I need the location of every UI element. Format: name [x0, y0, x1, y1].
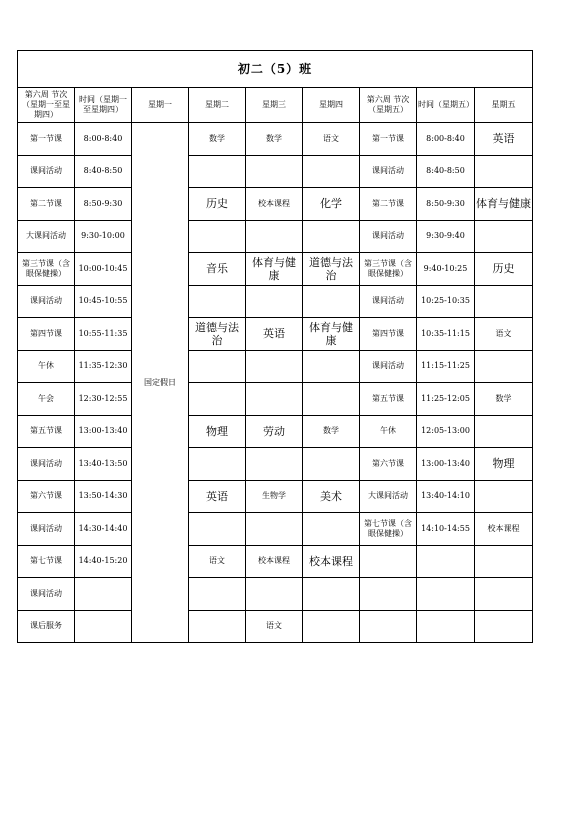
- tuesday-cell: [189, 155, 246, 188]
- holiday-cell: 国定假日: [132, 123, 189, 643]
- period-cell: 课间活动: [18, 513, 75, 546]
- friday-period-cell: 课间活动: [360, 220, 417, 253]
- table-row: [18, 188, 533, 221]
- header-thursday: 星期四: [303, 88, 360, 123]
- header-time-fri: 时间（星期五）: [417, 88, 475, 123]
- table-row: [18, 123, 533, 156]
- friday-period-cell: 第三节课（含眼保健操）: [360, 253, 417, 286]
- friday-period-cell: [360, 578, 417, 611]
- thursday-cell: [303, 513, 360, 546]
- wednesday-cell: 校本课程: [246, 545, 303, 578]
- friday-time-cell: 10:25-10:35: [417, 285, 475, 318]
- friday-period-cell: 课间活动: [360, 285, 417, 318]
- friday-period-cell: 第四节课: [360, 318, 417, 351]
- period-cell: 午休: [18, 350, 75, 383]
- tuesday-cell: [189, 610, 246, 643]
- friday-period-cell: 第一节课: [360, 123, 417, 156]
- thursday-cell: 语文: [303, 123, 360, 156]
- thursday-cell: [303, 448, 360, 481]
- friday-cell: [475, 155, 533, 188]
- time-cell: 13:50-14:30: [75, 480, 132, 513]
- tuesday-cell: 道德与法治: [189, 318, 246, 351]
- thursday-cell: [303, 383, 360, 416]
- period-cell: 第六节课: [18, 480, 75, 513]
- friday-period-cell: 课间活动: [360, 350, 417, 383]
- friday-time-cell: 13:00-13:40: [417, 448, 475, 481]
- table-row: [18, 155, 533, 188]
- friday-time-cell: [417, 545, 475, 578]
- period-cell: 第三节课（含眼保健操）: [18, 253, 75, 286]
- time-cell: 10:00-10:45: [75, 253, 132, 286]
- thursday-cell: [303, 610, 360, 643]
- period-cell: 第二节课: [18, 188, 75, 221]
- friday-cell: 英语: [475, 123, 533, 156]
- tuesday-cell: 英语: [189, 480, 246, 513]
- wednesday-cell: [246, 513, 303, 546]
- thursday-cell: 数学: [303, 415, 360, 448]
- thursday-cell: [303, 220, 360, 253]
- friday-time-cell: 11:25-12:05: [417, 383, 475, 416]
- tuesday-cell: [189, 513, 246, 546]
- friday-time-cell: [417, 610, 475, 643]
- wednesday-cell: [246, 578, 303, 611]
- time-cell: 12:30-12:55: [75, 383, 132, 416]
- header-period-fri: 第六周 节次（星期五）: [360, 88, 417, 123]
- time-cell: 9:30-10:00: [75, 220, 132, 253]
- friday-time-cell: 8:50-9:30: [417, 188, 475, 221]
- friday-time-cell: [417, 578, 475, 611]
- table-row: [18, 545, 533, 578]
- tuesday-cell: 语文: [189, 545, 246, 578]
- friday-time-cell: 10:35-11:15: [417, 318, 475, 351]
- tuesday-cell: 物理: [189, 415, 246, 448]
- tuesday-cell: [189, 383, 246, 416]
- wednesday-cell: 生物学: [246, 480, 303, 513]
- friday-cell: 历史: [475, 253, 533, 286]
- header-tuesday: 星期二: [189, 88, 246, 123]
- period-cell: 课间活动: [18, 448, 75, 481]
- table-row: [18, 578, 533, 611]
- wednesday-cell: 数学: [246, 123, 303, 156]
- wednesday-cell: 校本课程: [246, 188, 303, 221]
- period-cell: 课间活动: [18, 155, 75, 188]
- friday-time-cell: 8:40-8:50: [417, 155, 475, 188]
- friday-period-cell: 第二节课: [360, 188, 417, 221]
- header-period-mon-thu: 第六周 节次（星期一至星期四）: [18, 88, 75, 123]
- friday-period-cell: 午休: [360, 415, 417, 448]
- wednesday-cell: 体育与健康: [246, 253, 303, 286]
- friday-period-cell: [360, 545, 417, 578]
- wednesday-cell: [246, 285, 303, 318]
- timetable: [17, 50, 533, 643]
- friday-time-cell: 9:30-9:40: [417, 220, 475, 253]
- time-cell: 14:30-14:40: [75, 513, 132, 546]
- wednesday-cell: [246, 383, 303, 416]
- friday-time-cell: 9:40-10:25: [417, 253, 475, 286]
- friday-period-cell: [360, 610, 417, 643]
- tuesday-cell: [189, 350, 246, 383]
- friday-cell: 语文: [475, 318, 533, 351]
- thursday-cell: [303, 350, 360, 383]
- table-row: [18, 285, 533, 318]
- header-friday: 星期五: [475, 88, 533, 123]
- tuesday-cell: [189, 578, 246, 611]
- thursday-cell: 化学: [303, 188, 360, 221]
- friday-time-cell: 13:40-14:10: [417, 480, 475, 513]
- friday-cell: [475, 578, 533, 611]
- friday-time-cell: 8:00-8:40: [417, 123, 475, 156]
- table-row: [18, 253, 533, 286]
- friday-period-cell: 第五节课: [360, 383, 417, 416]
- header-time-mon-thu: 时间（星期一至星期四）: [75, 88, 132, 123]
- time-cell: [75, 578, 132, 611]
- table-row: [18, 318, 533, 351]
- time-cell: 10:55-11:35: [75, 318, 132, 351]
- tuesday-cell: 历史: [189, 188, 246, 221]
- table-row: [18, 415, 533, 448]
- thursday-cell: 美术: [303, 480, 360, 513]
- friday-period-cell: 课间活动: [360, 155, 417, 188]
- table-row: [18, 350, 533, 383]
- period-cell: 课间活动: [18, 578, 75, 611]
- time-cell: 14:40-15:20: [75, 545, 132, 578]
- table-row: [18, 513, 533, 546]
- friday-period-cell: 第七节课（含眼保健操）: [360, 513, 417, 546]
- table-row: [18, 480, 533, 513]
- friday-period-cell: 第六节课: [360, 448, 417, 481]
- thursday-cell: 道德与法治: [303, 253, 360, 286]
- friday-cell: [475, 545, 533, 578]
- time-cell: 13:40-13:50: [75, 448, 132, 481]
- thursday-cell: [303, 285, 360, 318]
- wednesday-cell: [246, 350, 303, 383]
- friday-cell: [475, 415, 533, 448]
- header-wednesday: 星期三: [246, 88, 303, 123]
- tuesday-cell: 音乐: [189, 253, 246, 286]
- friday-cell: 校本课程: [475, 513, 533, 546]
- time-cell: 8:40-8:50: [75, 155, 132, 188]
- thursday-cell: 校本课程: [303, 545, 360, 578]
- period-cell: 大课间活动: [18, 220, 75, 253]
- header-monday: 星期一: [132, 88, 189, 123]
- friday-cell: 数学: [475, 383, 533, 416]
- friday-cell: [475, 610, 533, 643]
- wednesday-cell: [246, 448, 303, 481]
- tuesday-cell: [189, 285, 246, 318]
- friday-cell: [475, 285, 533, 318]
- wednesday-cell: 劳动: [246, 415, 303, 448]
- table-row: [18, 383, 533, 416]
- time-cell: 13:00-13:40: [75, 415, 132, 448]
- period-cell: 课间活动: [18, 285, 75, 318]
- table-row: [18, 610, 533, 643]
- time-cell: 10:45-10:55: [75, 285, 132, 318]
- class-title: 初二（5）班: [18, 51, 533, 88]
- thursday-cell: 体育与健康: [303, 318, 360, 351]
- friday-time-cell: 14:10-14:55: [417, 513, 475, 546]
- wednesday-cell: 语文: [246, 610, 303, 643]
- period-cell: 第四节课: [18, 318, 75, 351]
- wednesday-cell: [246, 155, 303, 188]
- friday-time-cell: 11:15-11:25: [417, 350, 475, 383]
- period-cell: 第一节课: [18, 123, 75, 156]
- period-cell: 第五节课: [18, 415, 75, 448]
- friday-period-cell: 大课间活动: [360, 480, 417, 513]
- timetable-sheet: [17, 50, 532, 643]
- thursday-cell: [303, 578, 360, 611]
- friday-cell: 体育与健康: [475, 188, 533, 221]
- table-row: [18, 448, 533, 481]
- friday-cell: [475, 480, 533, 513]
- wednesday-cell: 英语: [246, 318, 303, 351]
- period-cell: 第七节课: [18, 545, 75, 578]
- period-cell: 课后服务: [18, 610, 75, 643]
- time-cell: 11:35-12:30: [75, 350, 132, 383]
- friday-cell: [475, 220, 533, 253]
- time-cell: 8:50-9:30: [75, 188, 132, 221]
- time-cell: [75, 610, 132, 643]
- friday-time-cell: 12:05-13:00: [417, 415, 475, 448]
- table-row: [18, 220, 533, 253]
- friday-cell: 物理: [475, 448, 533, 481]
- friday-cell: [475, 350, 533, 383]
- wednesday-cell: [246, 220, 303, 253]
- tuesday-cell: 数学: [189, 123, 246, 156]
- time-cell: 8:00-8:40: [75, 123, 132, 156]
- tuesday-cell: [189, 220, 246, 253]
- thursday-cell: [303, 155, 360, 188]
- tuesday-cell: [189, 448, 246, 481]
- period-cell: 午会: [18, 383, 75, 416]
